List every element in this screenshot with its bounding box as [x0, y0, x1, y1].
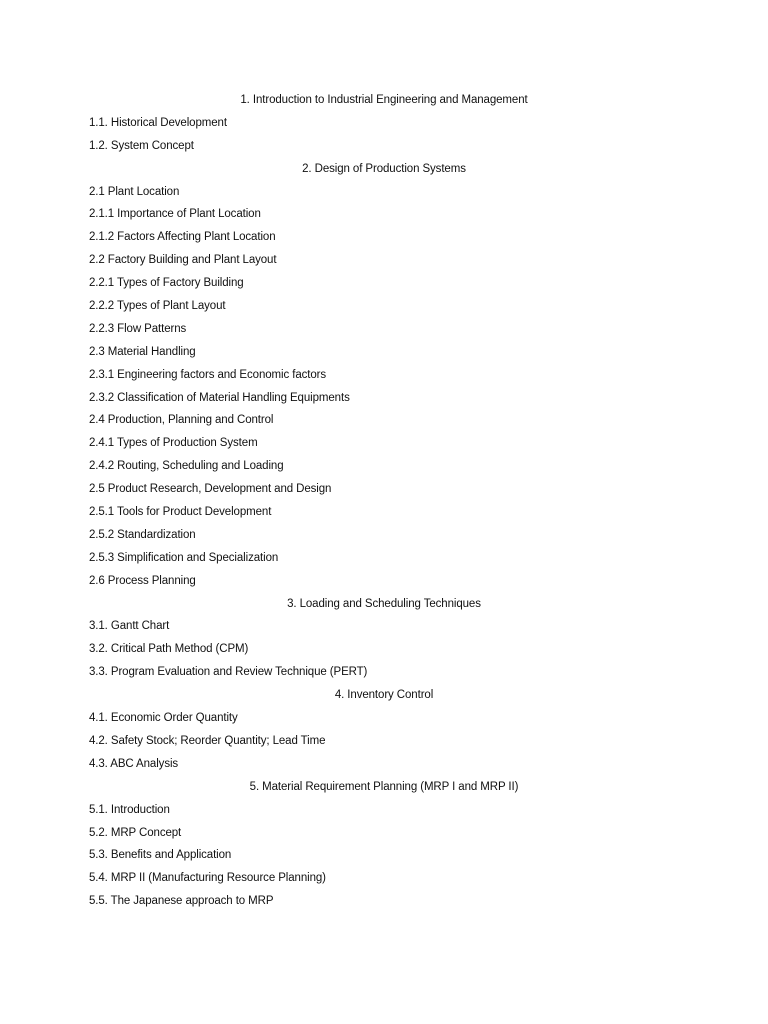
- section-entry: 1.2. System Concept: [89, 139, 194, 152]
- section-entry: 1.1. Historical Development: [89, 116, 227, 129]
- chapter-heading: 3. Loading and Scheduling Techniques: [287, 597, 481, 610]
- section-entry: 2.4.1 Types of Production System: [89, 437, 258, 450]
- section-entry: 2.2.3 Flow Patterns: [89, 322, 187, 335]
- section-entry: 2.2.2 Types of Plant Layout: [89, 300, 226, 313]
- section-entry: 3.2. Critical Path Method (CPM): [89, 643, 249, 656]
- section-entry: 5.4. MRP II (Manufacturing Resource Planning): [89, 872, 326, 885]
- section-entry: 2.5.3 Simplification and Specialization: [89, 551, 279, 564]
- section-entry: 5.2. MRP Concept: [89, 826, 182, 839]
- section-entry: 3.1. Gantt Chart: [89, 620, 170, 633]
- section-entry: 2.5.1 Tools for Product Development: [89, 506, 272, 519]
- section-entry: 2.1.2 Factors Affecting Plant Location: [89, 231, 276, 244]
- section-entry: 4.1. Economic Order Quantity: [89, 712, 238, 725]
- section-entry: 2.5 Product Research, Development and Design: [89, 483, 332, 496]
- section-entry: 2.5.2 Standardization: [89, 528, 196, 541]
- section-entry: 2.3.1 Engineering factors and Economic factors: [89, 368, 327, 381]
- section-entry: 4.3. ABC Analysis: [89, 757, 179, 770]
- section-entry: 2.1 Plant Location: [89, 185, 180, 198]
- section-entry: 2.6 Process Planning: [89, 574, 196, 587]
- section-entry: 2.3.2 Classification of Material Handling Equipments: [89, 391, 350, 404]
- chapter-heading: 2. Design of Production Systems: [302, 162, 466, 175]
- section-entry: 2.1.1 Importance of Plant Location: [89, 208, 261, 221]
- section-entry: 2.4 Production, Planning and Control: [89, 414, 274, 427]
- section-entry: 5.3. Benefits and Application: [89, 849, 232, 862]
- section-entry: 3.3. Program Evaluation and Review Technique (PERT): [89, 666, 368, 679]
- section-entry: 5.5. The Japanese approach to MRP: [89, 895, 274, 908]
- chapter-heading: 4. Inventory Control: [334, 689, 434, 702]
- table-of-contents: [89, 89, 679, 913]
- chapter-heading: 5. Material Requirement Planning (MRP I and MRP II): [249, 780, 519, 793]
- section-entry: 2.3 Material Handling: [89, 345, 196, 358]
- chapter-heading: 1. Introduction to Industrial Engineering and Management: [240, 94, 528, 106]
- section-entry: 2.2 Factory Building and Plant Layout: [89, 254, 277, 267]
- section-entry: 2.4.2 Routing, Scheduling and Loading: [89, 460, 284, 473]
- section-entry: 4.2. Safety Stock; Reorder Quantity; Lead Time: [89, 734, 326, 747]
- section-entry: 5.1. Introduction: [89, 803, 170, 816]
- section-entry: 2.2.1 Types of Factory Building: [89, 277, 244, 290]
